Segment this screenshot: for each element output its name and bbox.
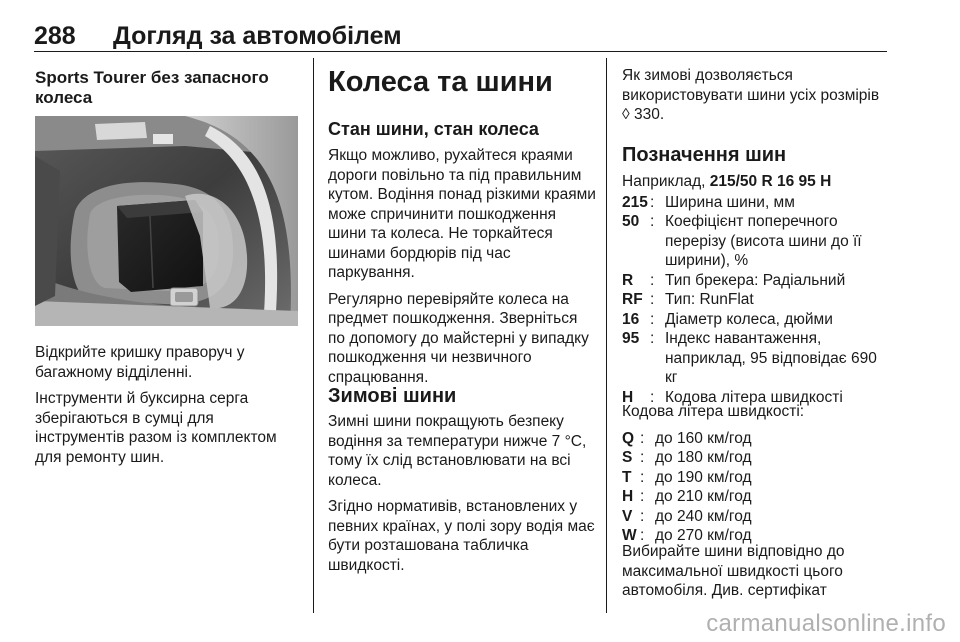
speed-code-row: T : до 190 км/год xyxy=(622,468,752,486)
column-2-text-bottom xyxy=(328,412,596,582)
page-reference[interactable]: 330. xyxy=(633,106,665,123)
designation-row: H : Кодова літера швидкості xyxy=(622,388,843,406)
designation-row: 16 : Діаметр колеса, дюйми xyxy=(622,310,833,328)
example-label: Наприклад, xyxy=(622,173,710,190)
designation-row: 95 : Індекс навантаження, наприклад, 95 відповідає 690 кг xyxy=(622,330,877,386)
cross-reference-arrow-icon: ◊ xyxy=(622,106,630,123)
speed-code-row: V : до 240 км/год xyxy=(622,507,752,525)
paragraph: Інструменти й буксирна серга зберігаються в сумці для інструментів разом із комплектом для ремонту шин. xyxy=(35,390,277,466)
paragraph: Зимні шини покращують безпеку водіння за температури нижче 7 °C, тому їх слід встановлювати на всі колеса. xyxy=(328,413,587,489)
subheading-tyre-condition: Стан шини, стан колеса xyxy=(328,119,539,139)
tyre-designation-block xyxy=(622,172,887,407)
section-heading-wheels-tyres: Колеса та шини xyxy=(328,66,553,98)
column-divider-1 xyxy=(313,58,314,613)
speed-code-row: Q : до 160 км/год xyxy=(622,429,752,447)
column-2-text-top xyxy=(328,146,596,394)
column-3-intro xyxy=(622,66,887,132)
designation-row: RF : Тип: RunFlat xyxy=(622,291,754,308)
speed-code-block xyxy=(622,402,887,546)
paragraph: Згідно нормативів, встановлених у певних країнах, у полі зору водія має бути розташована табличка швидкості. xyxy=(328,498,595,574)
speed-code-intro: Кодова літера швидкості: xyxy=(622,403,805,420)
column-3-outro: Вибирайте шини відповідно до максимальної швидкості цього автомобіля. Див. сертифікат xyxy=(622,543,845,599)
page-header-title: Догляд за автомобілем xyxy=(113,22,402,50)
designation-row: 50 : Коефіцієнт поперечного перерізу (висота шини до її ширини), % xyxy=(622,213,862,269)
designation-row: R : Тип брекера: Радіальний xyxy=(622,271,846,289)
section-heading-sports-tourer: Sports Tourer без запасного колеса xyxy=(35,68,269,107)
section-heading-tyre-designation: Позначення шин xyxy=(622,144,787,166)
paragraph: Якщо можливо, рухайтеся краями дороги повільно та під правильним кутом. Водіння понад різкими краями може спричинити пошкодження шини та колеса. Не торкайтеся шинами бордюрів під час паркування. xyxy=(328,147,596,281)
paragraph: Регулярно перевіряйте колеса на предмет пошкодження. Зверніться по допомогу до майстерні у випадку пошкодження чи незвичного спрацювання. xyxy=(328,290,589,386)
column-divider-2 xyxy=(606,58,607,613)
watermark: carmanualsonline.info xyxy=(706,610,946,637)
page-number: 288 xyxy=(34,22,76,50)
intro-text: Як зимові дозволяється використовувати шини усіх розмірів xyxy=(622,67,880,104)
header-rule xyxy=(34,51,887,52)
speed-code-row: W : до 270 км/год xyxy=(622,527,752,544)
speed-code-row: S : до 180 км/год xyxy=(622,449,752,466)
column-1-text xyxy=(35,343,300,474)
speed-code-row: H : до 210 км/год xyxy=(622,488,752,505)
designation-row: 215 : Ширина шини, мм xyxy=(622,193,795,211)
paragraph: Відкрийте кришку праворуч у багажному відділенні. xyxy=(35,344,245,381)
subheading-winter-tyres: Зимові шини xyxy=(328,385,457,407)
example-value: 215/50 R 16 95 H xyxy=(709,173,832,190)
trunk-compartment-photo xyxy=(35,116,298,326)
